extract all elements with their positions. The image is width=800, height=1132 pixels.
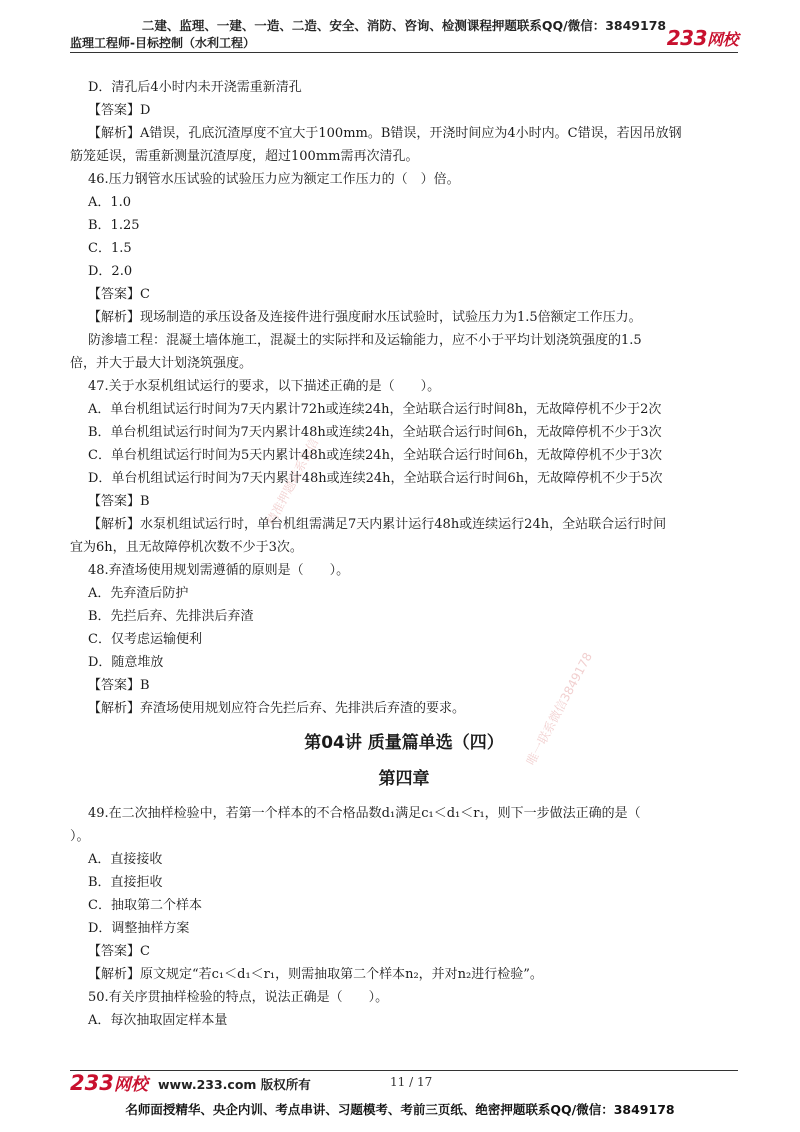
text-line: 【答案】C: [88, 287, 150, 302]
header-logo-num: 233: [666, 26, 707, 50]
text-line: 【答案】B: [88, 678, 150, 693]
text-line: A．1.0: [88, 195, 132, 210]
watermark-2: 唯一联系微信3849178: [523, 650, 596, 768]
text-line: ）。: [70, 829, 90, 844]
text-line: 倍，并大于最大计划浇筑强度。: [70, 356, 253, 371]
text-line: 【答案】C: [88, 944, 150, 959]
footer-divider: [70, 1070, 738, 1071]
text-line: A．每次抽取固定样本量: [88, 1013, 228, 1028]
text-line: B．1.25: [88, 218, 140, 233]
header-logo-cn: 网校: [706, 30, 738, 49]
text-line: A．先弃渣后防护: [88, 586, 189, 601]
footer-logo-cn: 网校: [113, 1075, 148, 1095]
text-line: C．1.5: [88, 241, 132, 256]
text-line: 49.在二次抽样检验中，若第一个样本的不合格品数d₁满足c₁＜d₁＜r₁，则下一步做法正确的是（: [88, 806, 641, 821]
header-subtitle: 监理工程师-目标控制（水利工程）: [70, 36, 255, 50]
text-line: B．单台机组试运行时间为7天内累计48h或连续24h，全站联合运行时间6h，无故障停机不少于3次: [88, 425, 662, 440]
page-number: 11 / 17: [390, 1075, 433, 1089]
text-line: 宜为6h，且无故障停机次数不少于3次。: [70, 540, 303, 555]
text-line: 50.有关序贯抽样检验的特点，说法正确是（ ）。: [88, 990, 389, 1005]
text-line: 47.关于水泵机组试运行的要求，以下描述正确的是（ ）。: [88, 379, 441, 394]
text-line: D．2.0: [88, 264, 133, 279]
chapter-title: 第四章: [378, 769, 430, 789]
text-line: A．单台机组试运行时间为7天内累计72h或连续24h，全站联合运行时间8h，无故障停机不少于2次: [88, 402, 662, 417]
text-line: 筋笼延误，需重新测量沉渣厚度，超过100mm需再次清孔。: [70, 149, 419, 164]
text-line: D．清孔后4小时内未开浇需重新清孔: [88, 80, 302, 95]
text-line: 防渗墙工程：混凝土墙体施工，混凝土的实际拌和及运输能力，应不小于平均计划浇筑强度的1.5: [88, 333, 642, 348]
header-divider: [70, 52, 738, 53]
text-line: 【解析】水泵机组试运行时，单台机组需满足7天内累计运行48h或连续运行24h，全站联合运行时间: [88, 517, 667, 532]
footer-promo-text: 名师面授精华、央企内训、考点串讲、习题模考、考前三页纸、绝密押题联系QQ/微信：3849178: [125, 1102, 675, 1117]
text-line: D．单台机组试运行时间为7天内累计48h或连续24h，全站联合运行时间6h，无故障停机不少于5次: [88, 471, 663, 486]
text-line: A．直接接收: [88, 852, 163, 867]
header-contact-text: 二建、监理、一建、一造、二造、安全、消防、咨询、检测课程押题联系QQ/微信：3849178: [141, 18, 667, 33]
text-line: 【解析】A错误，孔底沉渣厚度不宜大于100mm。B错误，开浇时间应为4小时内。C错误，若因吊放钢: [88, 126, 682, 141]
footer-logo[interactable]: [70, 1070, 148, 1095]
watermark-1: 精准押题联系微信: [263, 436, 322, 528]
text-line: D．随意堆放: [88, 655, 164, 670]
text-line: 46.压力钢管水压试验的试验压力应为额定工作压力的（ ）倍。: [88, 172, 460, 187]
text-line: C．单台机组试运行时间为5天内累计48h或连续24h，全站联合运行时间6h，无故障停机不少于3次: [88, 448, 662, 463]
footer-site-link[interactable]: www.233.com 版权所有: [158, 1077, 311, 1092]
page-header: [70, 12, 738, 50]
text-line: 【解析】现场制造的承压设备及连接件进行强度耐水压试验时，试验压力为1.5倍额定工作压力。: [88, 310, 642, 325]
text-line: C．抽取第二个样本: [88, 898, 202, 913]
header-logo: [667, 26, 738, 50]
document-body: [70, 76, 738, 1032]
text-line: B．先拦后弃、先排洪后弃渣: [88, 609, 254, 624]
text-line: 【解析】原文规定“若c₁＜d₁＜r₁，则需抽取第二个样本n₂，并对n₂进行检验”。: [88, 967, 543, 982]
text-line: 【答案】B: [88, 494, 150, 509]
question-block-1: [70, 76, 738, 720]
footer-logo-num: 233: [70, 1071, 114, 1095]
text-line: D．调整抽样方案: [88, 921, 190, 936]
text-line: 【解析】弃渣场使用规划应符合先拦后弃、先排洪后弃渣的要求。: [88, 701, 466, 716]
text-line: C．仅考虑运输便利: [88, 632, 202, 647]
text-line: 48.弃渣场使用规划需遵循的原则是（ ）。: [88, 563, 350, 578]
section-title: 第04讲 质量篇单选（四）: [304, 733, 504, 753]
question-block-2: [70, 802, 738, 1032]
text-line: B．直接拒收: [88, 875, 163, 890]
text-line: 【答案】D: [88, 103, 151, 118]
